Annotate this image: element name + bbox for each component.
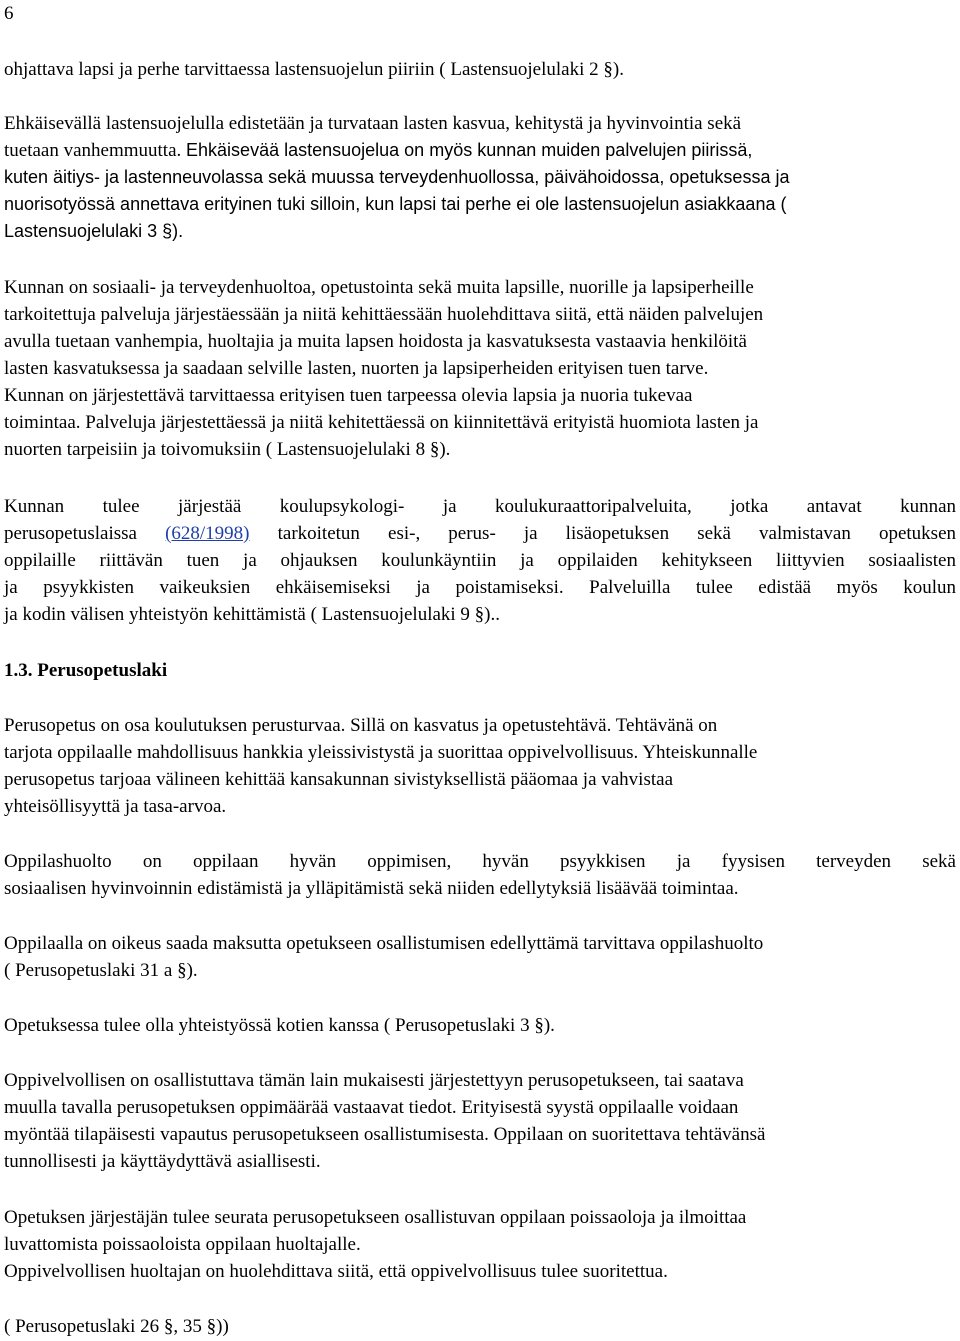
paragraph-line: myöntää tilapäisesti vapautus perusopetukseen osallistumisesta. Oppilaan on suoritettava tehtävänsä (4, 1124, 766, 1145)
paragraph-line: tunnollisesti ja käyttäydyttävä asiallisesti. (4, 1151, 321, 1172)
paragraph-line: tarkoitettuja palveluja järjestäessään ja niitä kehittäessään huolehdittava siitä, että näiden palvelujen (4, 304, 764, 325)
paragraph-line: Oppivelvollisen on osallistuttava tämän lain mukaisesti järjestettyyn perusopetukseen, tai saatava (4, 1070, 744, 1091)
paragraph-line (4, 137, 752, 164)
paragraph-line: ja psyykkisten vaikeuksien ehkäisemiseksi ja poistamiseksi. Palveluilla tulee edistää myös koulun (4, 577, 956, 598)
paragraph-line: nuorten tarpeisiin ja toivomuksiin ( Lastensuojelulaki 8 §). (4, 439, 451, 460)
law-reference-link[interactable]: (628/1998) (165, 523, 250, 544)
paragraph-line: ohjattava lapsi ja perhe tarvittaessa lastensuojelun piiriin ( Lastensuojelulaki 2 §). (4, 59, 624, 80)
paragraph-line: Ehkäisevällä lastensuojelulla edistetään ja turvataan lasten kasvua, kehitystä ja hyvinvointia sekä (4, 113, 742, 134)
paragraph-line: Oppilashuolto on oppilaan hyvän oppimisen, hyvän psyykkisen ja fyysisen terveyden sekä (4, 851, 956, 872)
paragraph-line: kuten äitiys- ja lastenneuvolassa sekä muussa terveydenhuollossa, päivähoidossa, opetuksessa ja (4, 167, 790, 187)
paragraph-line: nuorisotyössä annettava erityinen tuki silloin, kun lapsi tai perhe ei ole lastensuojelun asiakkaana ( (4, 194, 787, 214)
paragraph-line: Kunnan on järjestettävä tarvittaessa erityisen tuen tarpeessa olevia lapsia ja nuoria tukevaa (4, 385, 693, 406)
text-span: tarkoitetun esi-, perus- ja lisäopetuksen sekä valmistavan opetuksen (249, 523, 956, 544)
paragraph-line: Lastensuojelulaki 3 §). (4, 221, 184, 241)
paragraph-line: avulla tuetaan vanhempia, huoltajia ja muita lapsen hoidosta ja kasvatuksesta vastaavia henkilöitä (4, 331, 747, 352)
paragraph-line: Oppivelvollisen huoltajan on huolehdittava siitä, että oppivelvollisuus tulee suoritettua. (4, 1261, 668, 1282)
paragraph-line: Oppilaalla on oikeus saada maksutta opetukseen osallistumisen edellyttämä tarvittava oppilashuolto (4, 933, 764, 954)
page-number: 6 (4, 3, 14, 24)
paragraph-line: perusopetus tarjoaa välineen kehittää kansakunnan sivistyksellistä pääomaa ja vahvistaa (4, 769, 673, 790)
text-span: tuetaan vanhemmuutta. (4, 140, 187, 161)
paragraph-line: ja kodin välisen yhteistyön kehittämistä ( Lastensuojelulaki 9 §).. (4, 604, 501, 625)
paragraph-line: toimintaa. Palveluja järjestettäessä ja niitä kehitettäessä on kiinnitettävä erityistä huomiota lasten ja (4, 412, 759, 433)
paragraph-line: oppilaille riittävän tuen ja ohjauksen koulunkäyntiin ja oppilaiden kehitykseen liittyvien sosiaalisten (4, 550, 956, 571)
paragraph-line: sosiaalisen hyvinvoinnin edistämistä ja ylläpitämistä sekä niiden edellytyksiä lisäävää toimintaa. (4, 878, 739, 899)
paragraph-line: ( Perusopetuslaki 31 a §). (4, 960, 198, 981)
paragraph-line: Perusopetus on osa koulutuksen perusturvaa. Sillä on kasvatus ja opetustehtävä. Tehtävänä on (4, 715, 718, 736)
paragraph-line: Opetuksen järjestäjän tulee seurata perusopetukseen osallistuvan oppilaan poissaoloja ja ilmoittaa (4, 1207, 747, 1228)
section-heading: 1.3. Perusopetuslaki (4, 660, 168, 681)
paragraph-line: tarjota oppilaalle mahdollisuus hankkia yleissivistystä ja suorittaa oppivelvollisuus. Yhteiskunnalle (4, 742, 758, 763)
paragraph-line (4, 520, 956, 547)
paragraph-line: yhteisöllisyyttä ja tasa-arvoa. (4, 796, 227, 817)
paragraph-line: muulla tavalla perusopetuksen oppimäärää vastaavat tiedot. Erityisestä syystä oppilaalle voidaan (4, 1097, 739, 1118)
paragraph-line: lasten kasvatuksessa ja saadaan selville lasten, nuorten ja lapsiperheiden erityisen tuen tarve. (4, 358, 709, 379)
text-span-sans: Ehkäisevää lastensuojelua on myös kunnan muiden palvelujen piirissä, (186, 140, 753, 160)
paragraph-line: luvattomista poissaoloista oppilaan huoltajalle. (4, 1234, 361, 1255)
paragraph-line: Opetuksessa tulee olla yhteistyössä kotien kanssa ( Perusopetuslaki 3 §). (4, 1015, 555, 1036)
text-span: perusopetuslaissa (4, 523, 166, 544)
paragraph-line: Kunnan tulee järjestää koulupsykologi- ja koulukuraattoripalveluita, jotka antavat kunnan (4, 496, 956, 517)
paragraph-line: Kunnan on sosiaali- ja terveydenhuoltoa, opetustointa sekä muita lapsille, nuorille ja lapsiperheille (4, 277, 754, 298)
footer-reference: ( Perusopetuslaki 26 §, 35 §)) (4, 1316, 229, 1337)
